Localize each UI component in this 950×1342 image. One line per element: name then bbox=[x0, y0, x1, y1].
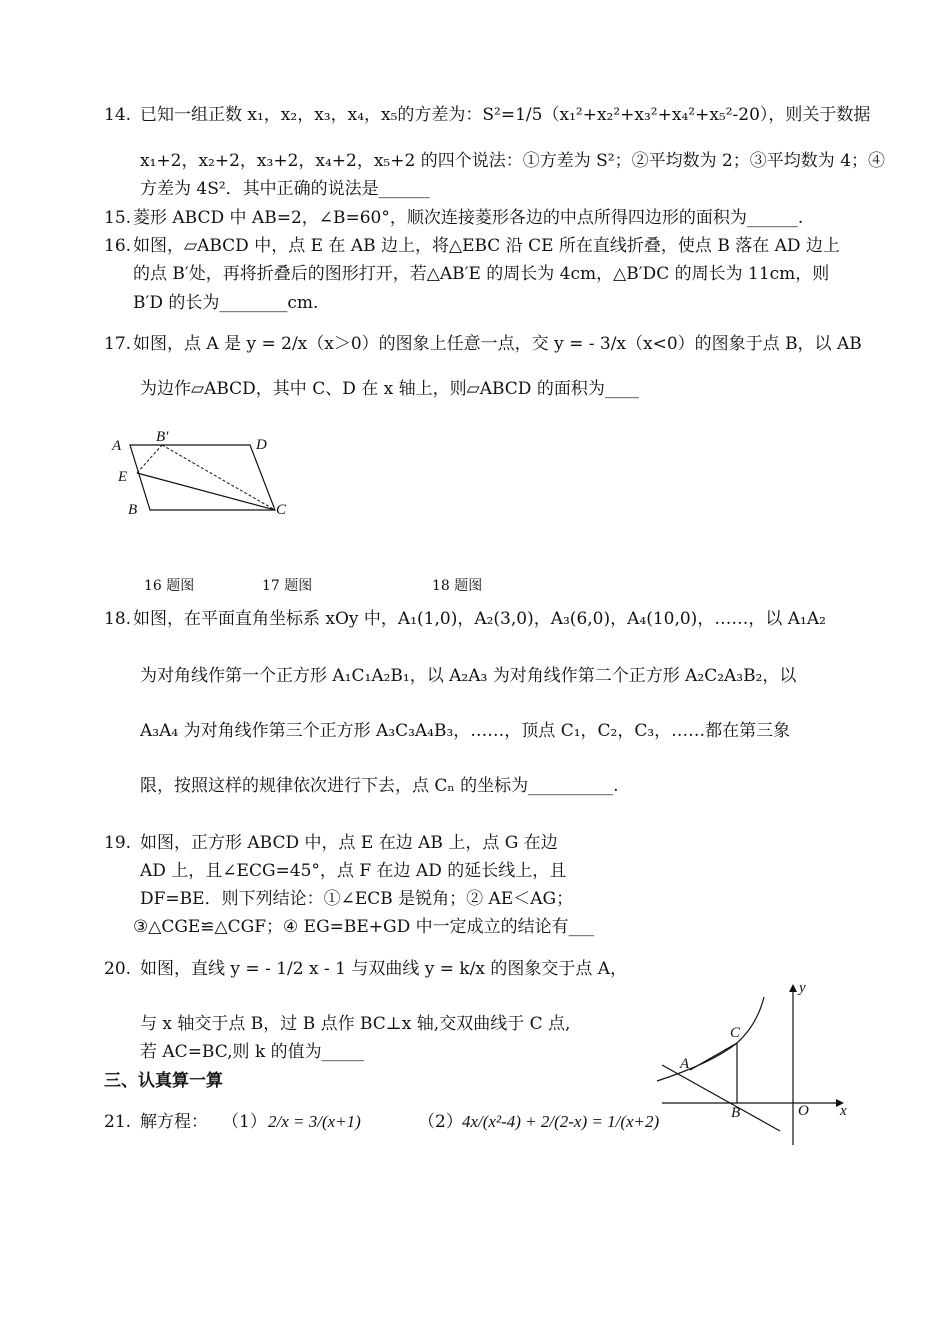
label-o: O bbox=[798, 1103, 809, 1119]
q15-number: 15. bbox=[104, 208, 132, 228]
q20-line3: 若 AC=BC,则 k 的值为_____ bbox=[140, 1042, 365, 1062]
figure-16 bbox=[100, 425, 310, 525]
q15-line1: 菱形 ABCD 中 AB=2，∠B=60°，顺次连接菱形各边的中点所得四边形的面积为______. bbox=[133, 208, 804, 228]
label-c: C bbox=[730, 1025, 741, 1041]
label-e: E bbox=[118, 469, 128, 485]
q20-number: 20. bbox=[104, 959, 132, 979]
q14-line3: 方差为 4S²．其中正确的说法是______ bbox=[140, 179, 430, 199]
q16-line1: 如图，▱ABCD 中，点 E 在 AB 边上，将△EBC 沿 CE 所在直线折叠，使点 B 落在 AD 边上 bbox=[133, 236, 840, 256]
label-d: D bbox=[256, 437, 267, 453]
q19-line1: 如图，正方形 ABCD 中，点 E 在边 AB 上，点 G 在边 bbox=[140, 833, 558, 853]
q17-line2: 为边作▱ABCD，其中 C、D 在 x 轴上，则▱ABCD 的面积为____ bbox=[140, 379, 639, 399]
caption-18: 18 题图 bbox=[432, 578, 483, 594]
q18-number: 18. bbox=[104, 609, 132, 629]
label-y: y bbox=[799, 980, 806, 996]
q19-line2: AD 上，且∠ECG=45°，点 F 在边 AD 的延长线上，且 bbox=[140, 861, 567, 881]
label-a: A bbox=[680, 1056, 690, 1072]
caption-17: 17 题图 bbox=[262, 578, 313, 594]
q21-part1-equation: 2/x = 3/(x+1) bbox=[268, 1112, 361, 1131]
line-through-a-and-b bbox=[662, 1065, 780, 1131]
segment-ec bbox=[137, 473, 275, 510]
label-a: A bbox=[112, 438, 122, 454]
label-c: C bbox=[276, 502, 287, 518]
q19-number: 19. bbox=[104, 833, 132, 853]
figure-20 bbox=[652, 975, 862, 1150]
segment-ac bbox=[690, 1043, 737, 1070]
q21-part2-label: （2） bbox=[418, 1112, 463, 1132]
label-b: B bbox=[731, 1105, 741, 1121]
q16-line3: B′D 的长为________cm. bbox=[133, 293, 319, 313]
q21-number: 21. bbox=[104, 1112, 132, 1132]
section-3-title: 三、认真算一算 bbox=[104, 1071, 223, 1091]
y-axis-arrow bbox=[789, 984, 797, 992]
label-b-prime: B′ bbox=[156, 429, 169, 445]
q14-line2: x₁+2，x₂+2，x₃+2，x₄+2，x₅+2 的四个说法：①方差为 S²；②平均数为 2；③平均数为 4；④ bbox=[140, 151, 886, 171]
q18-line1: 如图，在平面直角坐标系 xOy 中，A₁(1,0)，A₂(3,0)，A₃(6,0)，A₄(10,0)，……，以 A₁A₂ bbox=[133, 609, 826, 629]
q17-number: 17. bbox=[104, 334, 132, 354]
q19-line3: DF=BE．则下列结论：①∠ECB 是锐角；② AE＜AG； bbox=[140, 889, 574, 909]
q18-line2: 为对角线作第一个正方形 A₁C₁A₂B₁，以 A₂A₃ 为对角线作第二个正方形 A₂C₂A₃B₂，以 bbox=[140, 666, 797, 686]
q16-number: 16. bbox=[104, 236, 132, 256]
q17-line1: 如图，点 A 是 y = 2/x（x＞0）的图象上任意一点，交 y = - 3/x（x<0）的图象于点 B，以 AB bbox=[133, 334, 862, 354]
q16-line2: 的点 B′处，再将折叠后的图形打开，若△AB′E 的周长为 4cm，△B′DC 的周长为 11cm，则 bbox=[133, 264, 830, 284]
q14-line1: 已知一组正数 x₁，x₂，x₃，x₄，x₅的方差为：S²=1/5（x₁²+x₂²+x₃²+x₄²+x₅²-20），则关于数据 bbox=[140, 105, 871, 125]
fold-segment-eb-prime bbox=[137, 445, 162, 473]
q20-line2: 与 x 轴交于点 B，过 B 点作 BC⊥x 轴,交双曲线于 C 点, bbox=[140, 1014, 571, 1034]
q21-label: 解方程： bbox=[140, 1112, 208, 1132]
q19-line4: ③△CGE≌△CGF；④ EG=BE+GD 中一定成立的结论有___ bbox=[133, 917, 595, 937]
q14-number: 14. bbox=[104, 105, 132, 125]
hyperbola-branch bbox=[657, 997, 764, 1081]
label-b: B bbox=[128, 502, 138, 518]
q21-part1-label: （1） bbox=[222, 1112, 267, 1132]
label-x: x bbox=[840, 1103, 847, 1119]
q18-line4: 限，按照这样的规律依次进行下去，点 Cₙ 的坐标为__________. bbox=[140, 776, 619, 796]
q20-line1: 如图，直线 y = - 1/2 x - 1 与双曲线 y = k/x 的图象交于点 A， bbox=[140, 959, 628, 979]
caption-16: 16 题图 bbox=[144, 578, 195, 594]
fold-segment-b-prime-c bbox=[162, 445, 275, 510]
q21-part2-equation: 4x/(x²-4) + 2/(2-x) = 1/(x+2) bbox=[462, 1112, 660, 1131]
q18-line3: A₃A₄ 为对角线作第三个正方形 A₃C₃A₄B₃，……，顶点 C₁，C₂，C₃，……都在第三象 bbox=[140, 721, 791, 741]
